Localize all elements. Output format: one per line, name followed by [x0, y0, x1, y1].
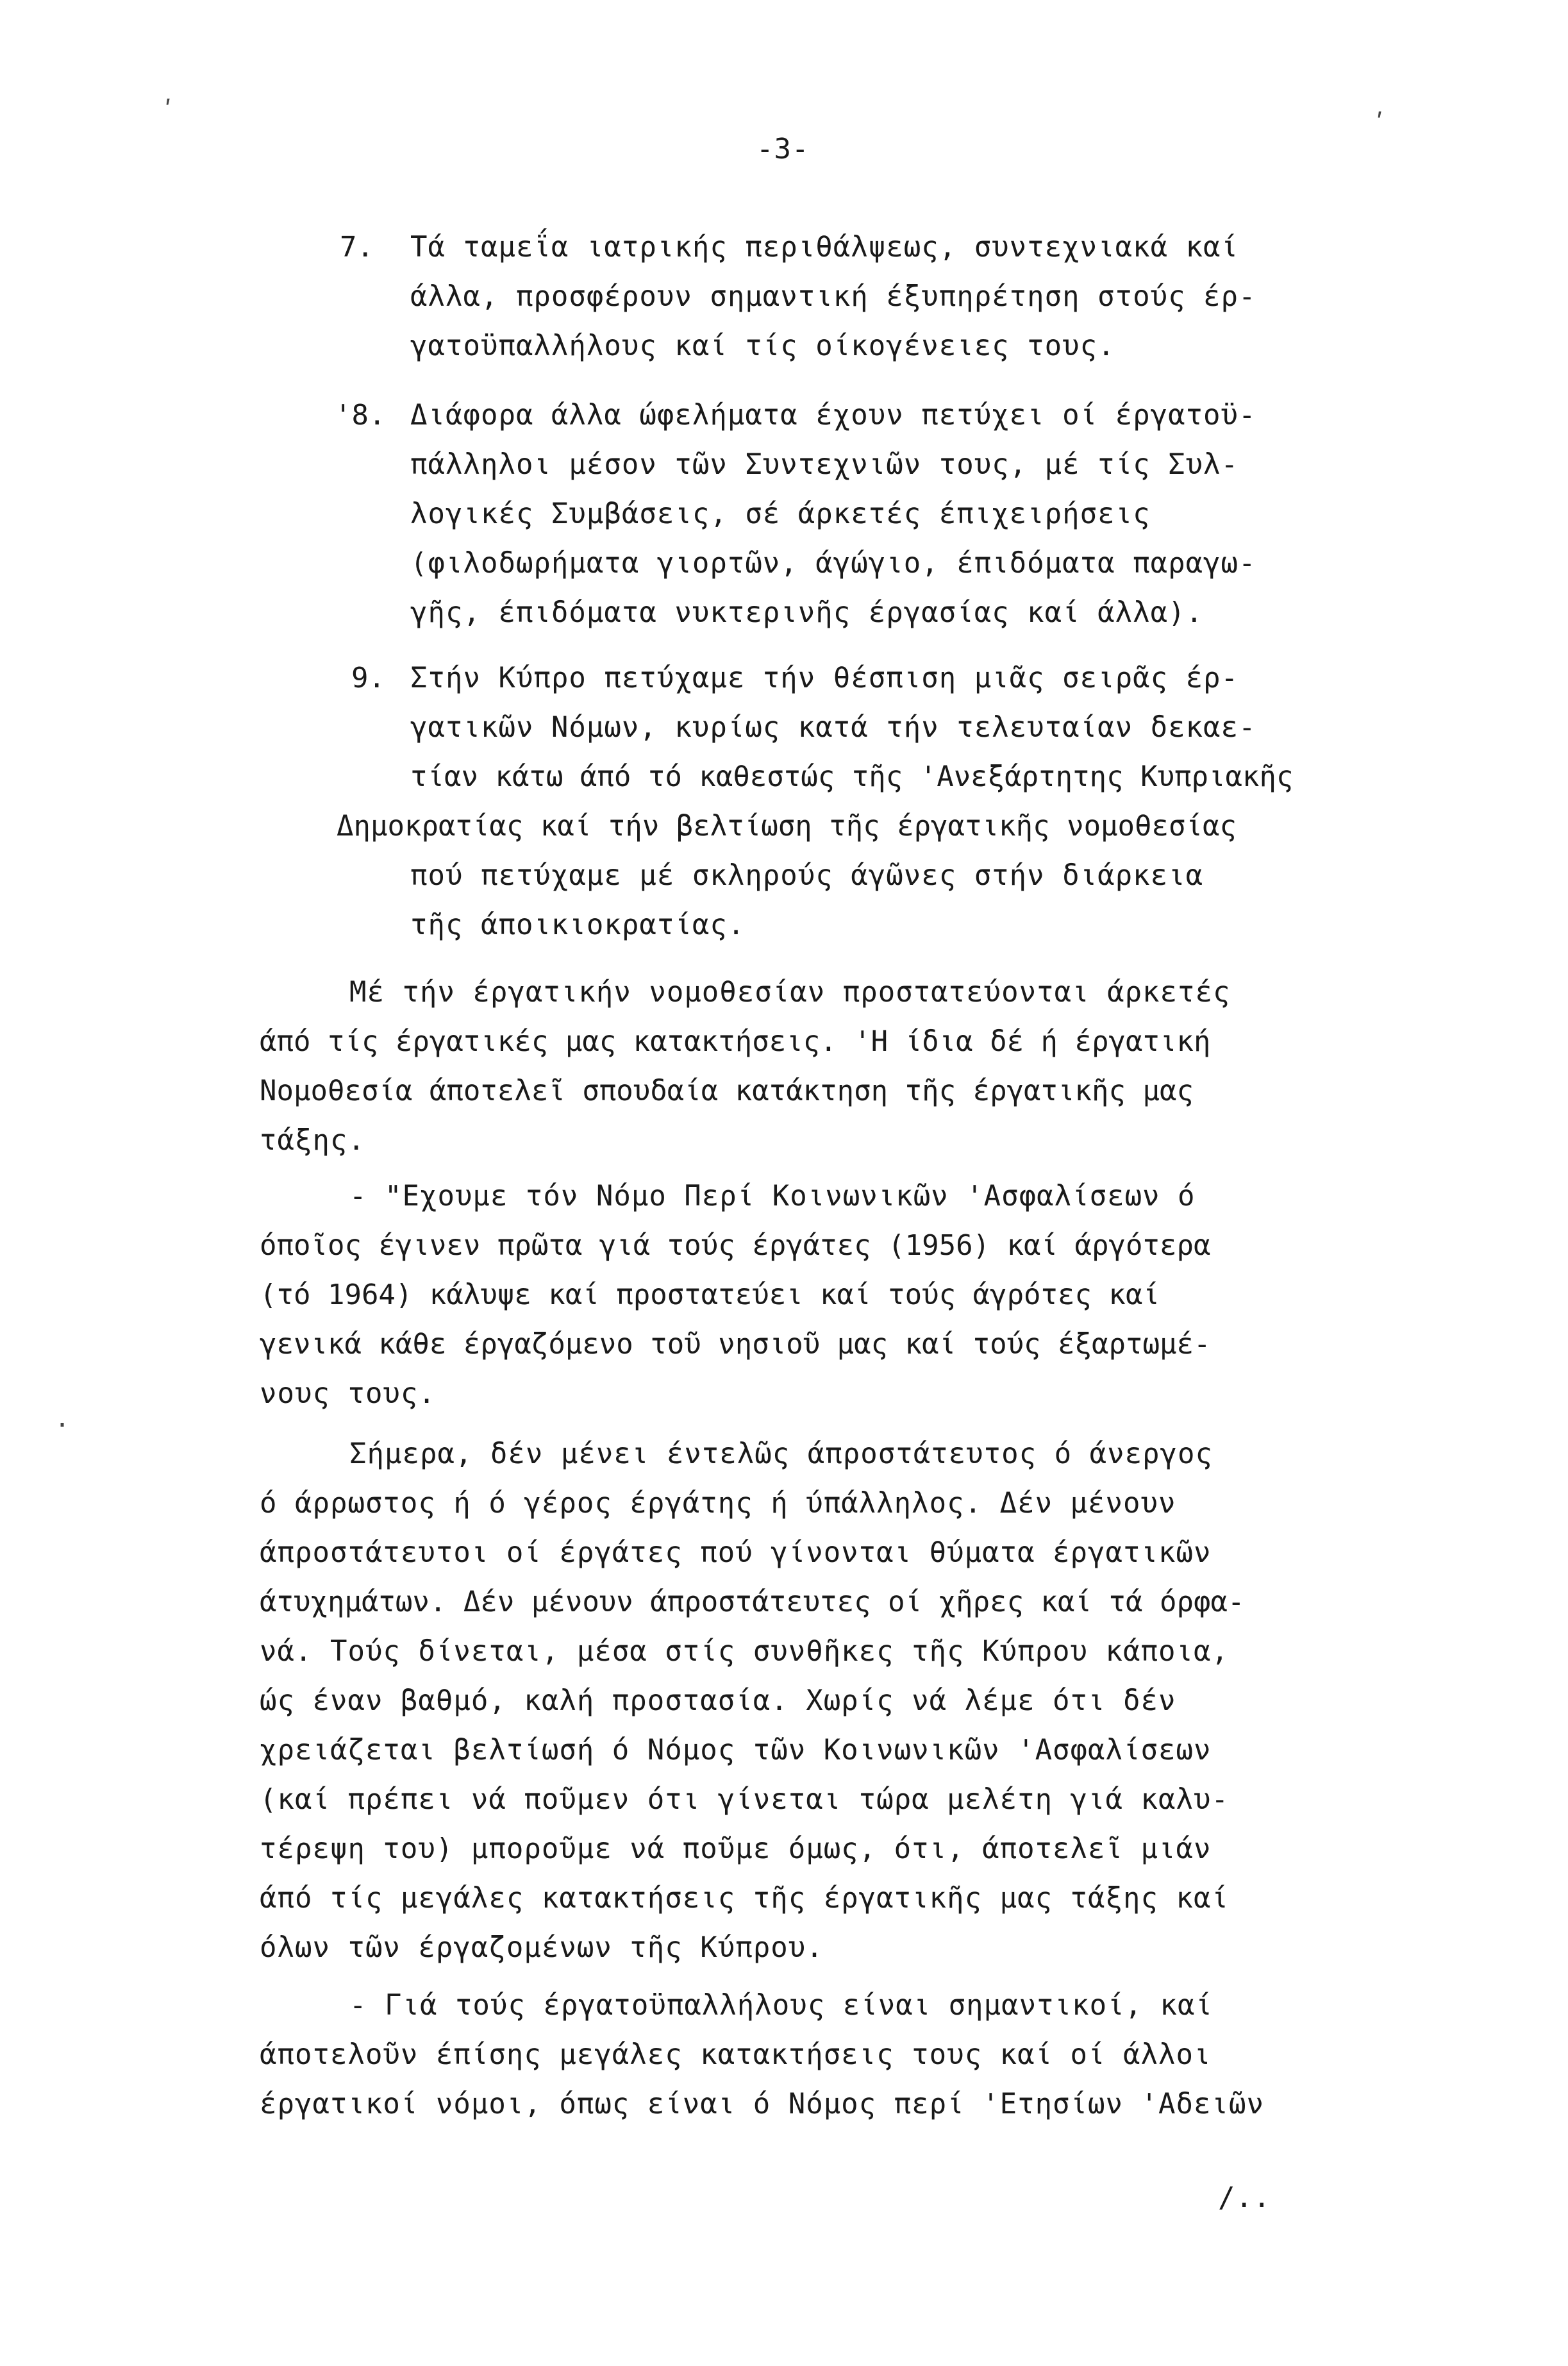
item-line: τῆς άποικιοκρατίας. [410, 909, 746, 941]
item-line: πού πετύχαμε μέ σκληρούς άγῶνες στήν διάρκεια [410, 859, 1204, 892]
item-line: τίαν κάτω άπό τό καθεστώς τῆς 'Ανεξάρτητης Κυπριακῆς [410, 760, 1294, 793]
item-line: γατικῶν Νόμων, κυρίως κατά τήν τελευταίαν δεκαε- [410, 711, 1256, 744]
margin-mark: ʹ [160, 96, 176, 126]
item-line: λογικές Συμβάσεις, σέ άρκετές έπιχειρήσεις [410, 498, 1151, 530]
item-line: Διάφορα άλλα ώφελήματα έχουν πετύχει οί έργατοϋ- [410, 399, 1256, 432]
paragraph-line: ό άρρωστος ή ό γέρος έργάτης ή ύπάλληλος. Δέν μένουν [260, 1487, 1176, 1520]
paragraph-line: έργατικοί νόμοι, όπως είναι ό Νόμος περί 'Ετησίων 'Αδειῶν [260, 2088, 1264, 2120]
paragraph-line: άπροστάτευτοι οί έργάτες πού γίνονται θύματα έργατικῶν [260, 1536, 1212, 1569]
paragraph-line: ώς έναν βαθμό, καλή προστασία. Χωρίς νά λέμε ότι δέν [260, 1684, 1176, 1717]
item-number: 7. [340, 231, 374, 264]
paragraph-line: όποῖος έγινεν πρῶτα γιά τούς έργάτες (1956) καί άργότερα [260, 1229, 1211, 1262]
item-line: πάλληλοι μέσον τῶν Συντεχνιῶν τους, μέ τίς Συλ- [410, 448, 1239, 481]
paragraph-line: - Γιά τούς έργατοϋπαλλήλους είναι σημαντικοί, καί [349, 1989, 1214, 2022]
paragraph-line: νά. Τούς δίνεται, μέσα στίς συνθῆκες τῆς Κύπρου κάποια, [260, 1635, 1229, 1668]
margin-mark: · [54, 1411, 71, 1440]
margin-mark: ʹ [1372, 109, 1388, 138]
paragraph-line: άποτελοῦν έπίσης μεγάλες κατακτήσεις τους καί οί άλλοι [260, 2038, 1212, 2071]
paragraph-line: τάξης. [260, 1124, 365, 1157]
page-number: -3- [756, 133, 810, 165]
paragraph-line: χρειάζεται βελτίωσή ό Νόμος τῶν Κοινωνικῶν 'Ασφαλίσεων [260, 1734, 1212, 1766]
item-line: Στήν Κύπρο πετύχαμε τήν θέσπιση μιᾶς σειρᾶς έρ- [410, 662, 1239, 694]
item-line: (φιλοδωρήματα γιορτῶν, άγώγιο, έπιδόματα παραγω- [410, 547, 1256, 580]
paragraph-line: Νομοθεσία άποτελεῖ σπουδαία κατάκτηση τῆς έργατικῆς μας [260, 1075, 1194, 1107]
item-line: γατοϋπαλλήλους καί τίς οίκογένειες τους. [410, 330, 1115, 362]
item-line: γῆς, έπιδόματα νυκτερινῆς έργασίας καί άλλα). [410, 596, 1204, 629]
paragraph-line: άπό τίς μεγάλες κατακτήσεις τῆς έργατικῆς μας τάξης καί [260, 1882, 1229, 1915]
continuation-marker: /.. [1218, 2181, 1271, 2214]
paragraph-line: όλων τῶν έργαζομένων τῆς Κύπρου. [260, 1931, 824, 1964]
paragraph-line: (καί πρέπει νά ποῦμεν ότι γίνεται τώρα μελέτη γιά καλυ- [260, 1783, 1229, 1816]
paragraph-line: - "Εχουμε τόν Νόμο Περί Κοινωνικῶν 'Ασφαλίσεων ό [349, 1180, 1196, 1212]
paragraph-line: τέρεψη του) μποροῦμε νά ποῦμε όμως, ότι, άποτελεῖ μιάν [260, 1833, 1212, 1865]
item-line: Δημοκρατίας καί τήν βελτίωση τῆς έργατικῆς νομοθεσίας [337, 810, 1237, 843]
item-line: Τά ταμεΐα ιατρικής περιθάλψεως, συντεχνιακά καί [410, 231, 1239, 264]
paragraph-line: νους τους. [260, 1377, 436, 1410]
paragraph-line: άτυχημάτων. Δέν μένουν άπροστάτευτες οί χῆρες καί τά όρφα- [260, 1586, 1245, 1618]
paragraph-line: Σήμερα, δέν μένει έντελῶς άπροστάτευτος ό άνεργος [349, 1438, 1214, 1470]
paragraph-line: Μέ τήν έργατικήν νομοθεσίαν προστατεύονται άρκετές [349, 976, 1231, 1009]
item-number: '8. [335, 399, 386, 432]
paragraph-line: άπό τίς έργατικές μας κατακτήσεις. 'Η ίδια δέ ή έργατική [260, 1025, 1211, 1058]
paragraph-line: γενικά κάθε έργαζόμενο τοῦ νησιοῦ μας καί τούς έξαρτωμέ- [260, 1328, 1211, 1361]
item-number: 9. [351, 662, 385, 694]
item-line: άλλα, προσφέρουν σημαντική έξυπηρέτηση στούς έρ- [410, 280, 1256, 313]
paragraph-line: (τό 1964) κάλυψε καί προστατεύει καί τούς άγρότες καί [260, 1279, 1160, 1311]
